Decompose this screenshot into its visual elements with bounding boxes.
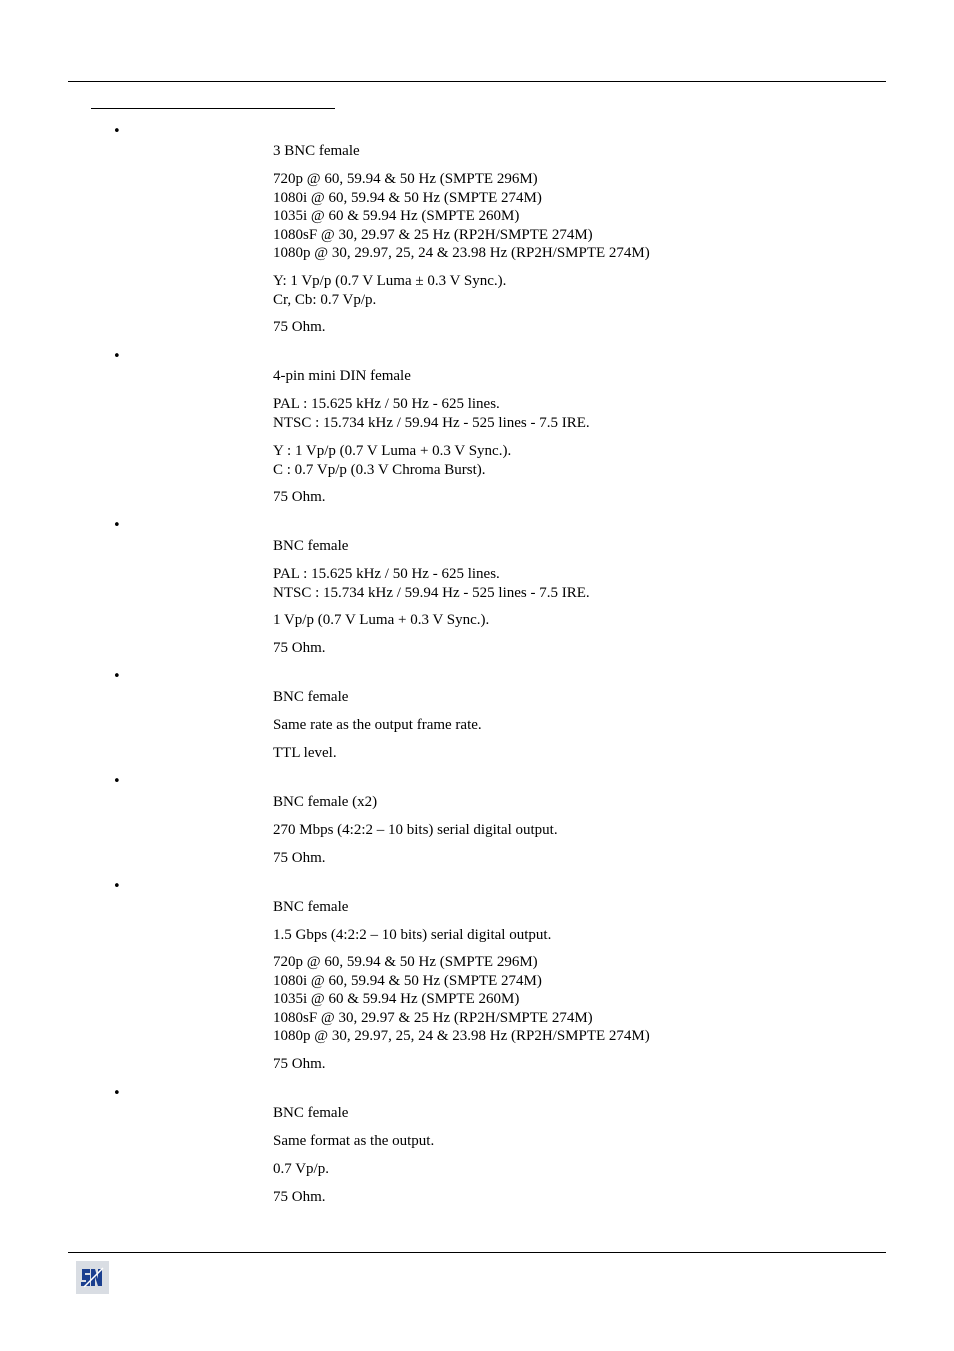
spec-paragraph <box>273 142 360 161</box>
spec-line: 75 Ohm. <box>273 1189 326 1205</box>
spec-line: 720p @ 60, 59.94 & 50 Hz (SMPTE 296M) <box>273 954 538 970</box>
spec-paragraph <box>273 716 482 735</box>
logo-mark <box>76 1261 109 1294</box>
spec-paragraph <box>273 1104 348 1123</box>
spec-paragraph <box>273 1132 434 1151</box>
spec-line: PAL : 15.625 kHz / 50 Hz - 625 lines. <box>273 396 500 412</box>
spec-paragraph <box>273 926 551 945</box>
spec-line: 75 Ohm. <box>273 1056 326 1072</box>
company-logo-icon <box>76 1261 109 1294</box>
spec-line: 1 Vp/p (0.7 V Luma + 0.3 V Sync.). <box>273 612 490 628</box>
spec-line: 3 BNC female <box>273 143 360 159</box>
spec-paragraph <box>273 272 506 309</box>
spec-line: 1.5 Gbps (4:2:2 – 10 bits) serial digital output. <box>273 927 552 943</box>
bullet-icon: • <box>113 669 121 684</box>
spec-paragraph <box>273 898 348 917</box>
spec-line: Y: 1 Vp/p (0.7 V Luma ± 0.3 V Sync.). <box>273 273 507 289</box>
bullet-icon: • <box>113 349 121 364</box>
spec-line: Same rate as the output frame rate. <box>273 717 482 733</box>
spec-paragraph <box>273 821 558 840</box>
spec-line: 1080i @ 60, 59.94 & 50 Hz (SMPTE 274M) <box>273 972 542 989</box>
spec-line: 1080sF @ 30, 29.97 & 25 Hz (RP2H/SMPTE 274M) <box>273 226 593 243</box>
spec-paragraph <box>273 744 337 763</box>
bullet-icon: • <box>113 879 121 894</box>
section-heading-underline <box>91 108 335 109</box>
spec-line: 75 Ohm. <box>273 489 326 505</box>
spec-line: TTL level. <box>273 745 337 761</box>
spec-line: Y : 1 Vp/p (0.7 V Luma + 0.3 V Sync.). <box>273 443 512 459</box>
spec-line: 0.7 Vp/p. <box>273 1161 329 1177</box>
spec-line: BNC female <box>273 538 349 554</box>
spec-paragraph <box>273 442 511 479</box>
spec-paragraph <box>273 1160 329 1179</box>
bullet-icon: • <box>113 124 121 139</box>
spec-line: 1080p @ 30, 29.97, 25, 24 & 23.98 Hz (RP2H/SMPTE 274M) <box>273 245 650 261</box>
spec-paragraph <box>273 318 326 337</box>
spec-paragraph <box>273 488 326 507</box>
spec-paragraph <box>273 367 411 386</box>
spec-paragraph <box>273 611 489 630</box>
spec-line: 270 Mbps (4:2:2 – 10 bits) serial digital output. <box>273 822 558 838</box>
spec-paragraph <box>273 953 650 1046</box>
header-rule <box>68 81 886 82</box>
spec-paragraph <box>273 1188 326 1207</box>
spec-paragraph <box>273 170 650 263</box>
spec-paragraph <box>273 639 326 658</box>
spec-paragraph <box>273 1055 326 1074</box>
spec-line: 4-pin mini DIN female <box>273 368 411 384</box>
bullet-icon: • <box>113 1086 121 1101</box>
spec-line: BNC female <box>273 1105 349 1121</box>
spec-line: NTSC : 15.734 kHz / 59.94 Hz - 525 lines - 7.5 IRE. <box>273 584 590 601</box>
footer-rule <box>68 1252 886 1253</box>
spec-line: C : 0.7 Vp/p (0.3 V Chroma Burst). <box>273 461 486 478</box>
spec-line: 1080p @ 30, 29.97, 25, 24 & 23.98 Hz (RP2H/SMPTE 274M) <box>273 1028 650 1044</box>
spec-line: Cr, Cb: 0.7 Vp/p. <box>273 291 377 308</box>
spec-line: NTSC : 15.734 kHz / 59.94 Hz - 525 lines - 7.5 IRE. <box>273 414 590 431</box>
bullet-icon: • <box>113 774 121 789</box>
spec-line: 1080i @ 60, 59.94 & 50 Hz (SMPTE 274M) <box>273 189 542 206</box>
spec-line: 1035i @ 60 & 59.94 Hz (SMPTE 260M) <box>273 991 520 1007</box>
spec-line: BNC female (x2) <box>273 794 378 810</box>
spec-line: 1035i @ 60 & 59.94 Hz (SMPTE 260M) <box>273 208 520 224</box>
bullet-icon: • <box>113 518 121 533</box>
spec-line: 1080sF @ 30, 29.97 & 25 Hz (RP2H/SMPTE 274M) <box>273 1009 593 1026</box>
spec-paragraph <box>273 793 377 812</box>
spec-line: 720p @ 60, 59.94 & 50 Hz (SMPTE 296M) <box>273 171 538 187</box>
spec-line: PAL : 15.625 kHz / 50 Hz - 625 lines. <box>273 566 500 582</box>
spec-paragraph <box>273 565 590 602</box>
spec-paragraph <box>273 395 590 432</box>
spec-line: 75 Ohm. <box>273 319 326 335</box>
spec-paragraph <box>273 849 326 868</box>
spec-paragraph <box>273 537 348 556</box>
spec-line: 75 Ohm. <box>273 850 326 866</box>
spec-line: BNC female <box>273 899 349 915</box>
spec-line: BNC female <box>273 689 349 705</box>
spec-line: 75 Ohm. <box>273 640 326 656</box>
spec-line: Same format as the output. <box>273 1133 435 1149</box>
spec-paragraph <box>273 688 348 707</box>
